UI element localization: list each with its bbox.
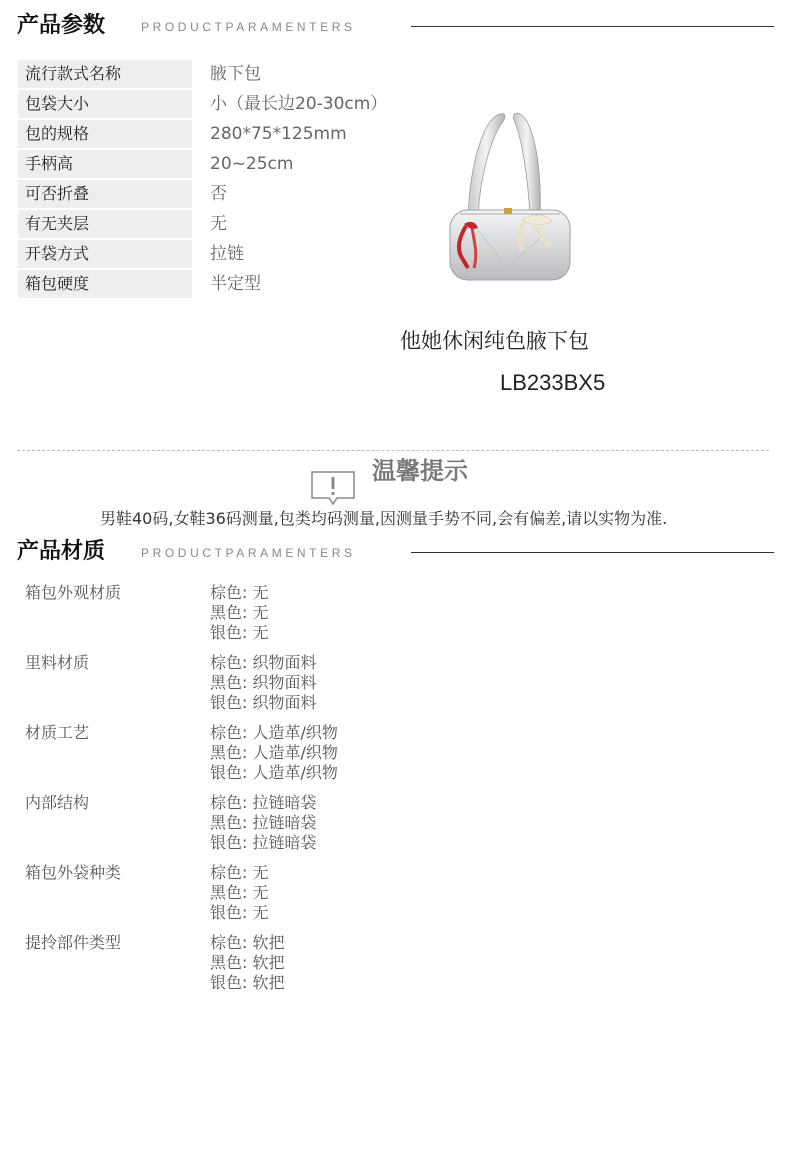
param-label: 流行款式名称	[18, 60, 192, 88]
material-value: 黑色: 无	[210, 883, 269, 902]
material-value: 银色: 人造革/织物	[210, 763, 338, 782]
param-row	[18, 270, 418, 300]
params-section-subtitle: PRODUCTPARAMENTERS	[141, 20, 356, 34]
param-row	[18, 60, 418, 90]
material-values	[210, 653, 316, 713]
silver-shoulder-bag-image	[438, 108, 576, 288]
material-section-header	[17, 537, 774, 567]
param-value: 拉链	[210, 244, 244, 264]
tip-title: 温馨提示	[372, 457, 468, 485]
material-value: 棕色: 人造革/织物	[210, 723, 338, 742]
product-name: 他她休闲纯色腋下包	[400, 329, 589, 353]
params-section-title: 产品参数	[17, 13, 106, 38]
product-image	[438, 108, 576, 288]
material-value: 棕色: 无	[210, 863, 269, 882]
material-value: 银色: 无	[210, 903, 269, 922]
material-values	[210, 793, 316, 853]
param-label: 手柄高	[18, 150, 192, 178]
exclamation-bubble-icon	[310, 470, 356, 506]
material-value: 银色: 软把	[210, 973, 285, 992]
param-value: 280*75*125mm	[210, 124, 347, 144]
param-value: 腋下包	[210, 64, 261, 84]
material-group	[25, 793, 725, 863]
material-value: 黑色: 人造革/织物	[210, 743, 338, 762]
material-value: 银色: 拉链暗袋	[210, 833, 317, 852]
material-label: 提拎部件类型	[25, 933, 122, 952]
material-label: 箱包外观材质	[25, 583, 122, 602]
params-section-header	[17, 11, 774, 41]
param-row	[18, 150, 418, 180]
material-value: 棕色: 软把	[210, 933, 285, 952]
material-values	[210, 863, 268, 923]
param-value: 无	[210, 214, 227, 234]
header-divider	[411, 552, 774, 553]
param-label: 包的规格	[18, 120, 192, 148]
param-label: 可否折叠	[18, 180, 192, 208]
material-section-subtitle: PRODUCTPARAMENTERS	[141, 546, 356, 560]
material-values	[210, 583, 268, 643]
tip-text: 男鞋40码,女鞋36码测量,包类均码测量,因测量手势不同,会有偏差,请以实物为准.	[100, 509, 668, 528]
param-label: 包袋大小	[18, 90, 192, 118]
material-group	[25, 723, 725, 793]
material-value: 银色: 无	[210, 623, 269, 642]
header-divider	[411, 26, 774, 27]
param-label: 有无夹层	[18, 210, 192, 238]
param-value: 否	[210, 184, 227, 204]
material-label: 箱包外袋种类	[25, 863, 122, 882]
material-group	[25, 583, 725, 653]
material-list	[25, 583, 725, 1003]
param-row	[18, 180, 418, 210]
material-group	[25, 933, 725, 1003]
param-row	[18, 90, 418, 120]
material-values	[210, 723, 338, 783]
material-value: 黑色: 无	[210, 603, 269, 622]
material-group	[25, 653, 725, 723]
param-row	[18, 120, 418, 150]
param-value: 小（最长边20-30cm）	[210, 94, 388, 114]
material-values	[210, 933, 284, 993]
material-label: 材质工艺	[25, 723, 90, 742]
material-value: 棕色: 无	[210, 583, 269, 602]
param-row	[18, 210, 418, 240]
material-label: 里料材质	[25, 653, 90, 672]
product-code: LB233BX5	[500, 370, 606, 395]
param-row	[18, 240, 418, 270]
param-table	[18, 60, 418, 300]
material-label: 内部结构	[25, 793, 90, 812]
material-value: 棕色: 织物面料	[210, 653, 317, 672]
material-section-title: 产品材质	[17, 539, 106, 564]
material-value: 黑色: 拉链暗袋	[210, 813, 317, 832]
param-value: 半定型	[210, 274, 261, 294]
material-value: 棕色: 拉链暗袋	[210, 793, 317, 812]
param-label: 箱包硬度	[18, 270, 192, 298]
param-value: 20~25cm	[210, 154, 294, 174]
material-value: 黑色: 织物面料	[210, 673, 317, 692]
material-value: 黑色: 软把	[210, 953, 285, 972]
dashed-divider	[17, 450, 769, 451]
material-group	[25, 863, 725, 933]
param-label: 开袋方式	[18, 240, 192, 268]
material-value: 银色: 织物面料	[210, 693, 317, 712]
